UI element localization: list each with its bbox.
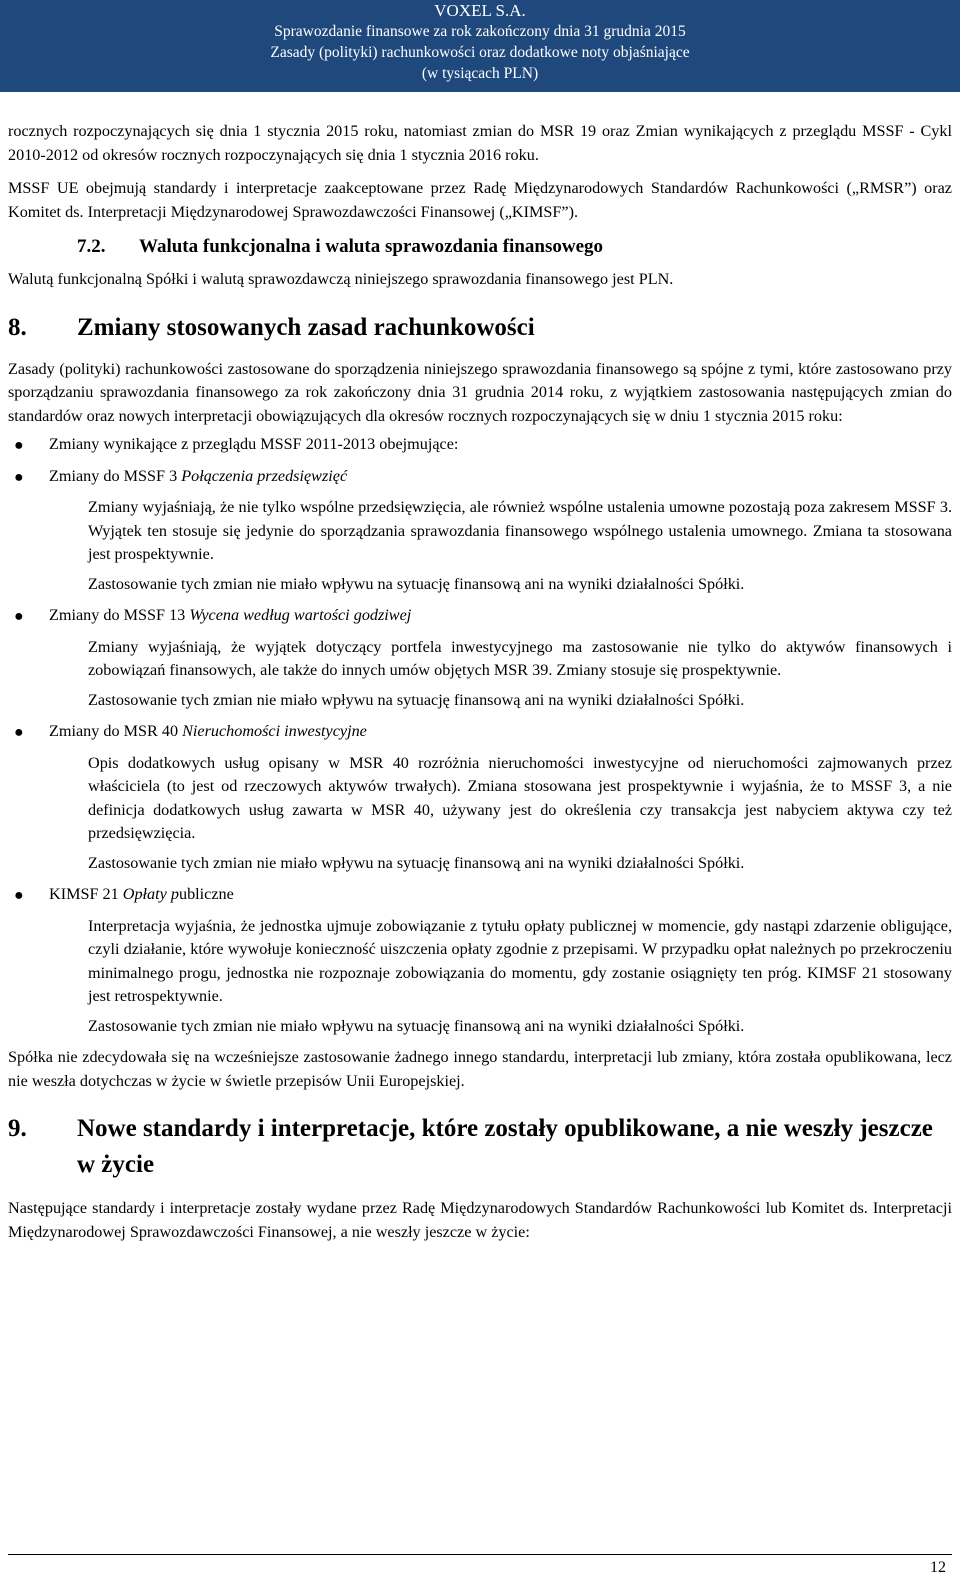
- item-label: Zmiany do MSSF 3: [49, 466, 182, 485]
- report-subtitle: Zasady (polityki) rachunkowości oraz dodatkowe noty objaśniające: [270, 44, 690, 61]
- intro-paragraph-2: MSSF UE obejmują standardy i interpretacje zaakceptowane przez Radę Międzynarodowych Standardów Rachunkowości („RMSR”) oraz Komitet ds. Interpretacji Międzynarodowej Sprawozdawczości Finansowej („KIMSF”).: [8, 179, 952, 221]
- footer-divider: [8, 1554, 952, 1555]
- item-description: Interpretacja wyjaśnia, że jednostka ujmuje zobowiązanie z tytułu opłaty publicznej w momencie, gdy nastąpi zdarzenie obligujące, czyli działanie, które wywołuje konieczność uiszczenia opłaty zgodnie z przepisami. W przypadku opłat należnych po przekroczeniu minimalnego progu, jednostka nie rozpoznaje zobowiązania do momentu, gdy zostanie osiągnięty ten próg. KIMSF 21 stosowany jest retrospektywnie.: [88, 916, 952, 1005]
- bullet-text: Zmiany wynikające z przeglądu MSSF 2011-2013 obejmujące:: [49, 435, 459, 453]
- section-number: 9.: [8, 1115, 27, 1142]
- item-label: Zmiany do MSSF 13: [49, 606, 190, 624]
- bullet-main: [8, 433, 952, 457]
- section-7-2-text: Walutą funkcjonalną Spółki i walutą sprawozdawczą niniejszego sprawozdania finansowego jest PLN.: [8, 270, 674, 288]
- report-title: Sprawozdanie finansowe za rok zakończony dnia 31 grudnia 2015: [274, 23, 686, 40]
- item-description: Zmiany wyjaśniają, że nie tylko wspólne przedsięwzięcia, ale również wspólne ustalenia umowne pozostają poza zakresem MSSF 3. Wyjątek ten stosuje się jedynie do sporządzania sprawozdania finansowego wspólnego ustalenia umownego. Zmiana ta stosowana jest prospektywnie.: [88, 498, 952, 563]
- item-impact: Zastosowanie tych zmian nie miało wpływu na sytuację finansową ani na wyniki działalności Spółki.: [88, 690, 745, 709]
- item-label-rest: ubliczne: [178, 885, 234, 903]
- currency-note: (w tysiącach PLN): [421, 65, 539, 82]
- item-label-italic: Opłaty p: [122, 885, 179, 903]
- section-9-heading: [8, 1111, 952, 1183]
- bullet-sub: [8, 883, 952, 907]
- item-label: KIMSF 21: [49, 885, 123, 903]
- bullet-icon: ●: [14, 437, 24, 454]
- item-label: Zmiany do MSR 40: [49, 722, 183, 740]
- list-item: [8, 604, 952, 712]
- section-7-2-heading: [8, 234, 952, 260]
- item-impact: Zastosowanie tych zmian nie miało wpływu na sytuację finansową ani na wyniki działalności Spółki.: [88, 853, 745, 872]
- list-item: [8, 883, 952, 1038]
- bullet-icon: ●: [14, 724, 24, 741]
- list-item: [8, 720, 952, 875]
- item-description: Opis dodatkowych usług opisany w MSR 40 rozróżnia nieruchomości inwestycyjne od nieruchomości zajmowanych przez właściciela (to jest od rzeczowych aktywów trwałych). Zmiana stosowana jest prospektywnie i wyjaśnia, że to MSSF 3, a nie definicja dodatkowych usług zawarta w MSR 40, używany jest do określenia czy transakcja jest nabyciem aktywa czy też przedsięwzięcia.: [88, 753, 952, 842]
- bullet-sub: [8, 720, 952, 744]
- section-8-intro: Zasady (polityki) rachunkowości zastosowane do sporządzenia niniejszego sprawozdania finansowego są spójne z tymi, które zastosowano przy sporządzaniu sprawozdania finansowego za rok zakończony dnia 31 grudnia 2014 roku, z wyjątkiem zastosowania następujących zmian do standardów oraz nowych interpretacji obowiązujących dla okresów rocznych rozpoczynających się w dniu 1 stycznia 2015 roku:: [8, 359, 952, 425]
- changes-list: [8, 465, 952, 1039]
- intro-paragraph-1: rocznych rozpoczynających się dnia 1 stycznia 2015 roku, natomiast zmian do MSR 19 oraz Zmian wynikających z przeglądu MSSF - Cykl 2010-2012 od okresów rocznych rozpoczynających się dnia 1 stycznia 2016 roku.: [8, 122, 952, 164]
- bullet-icon: ●: [14, 468, 24, 486]
- page-header: [0, 0, 960, 92]
- item-impact: Zastosowanie tych zmian nie miało wpływu na sytuację finansową ani na wyniki działalności Spółki.: [88, 574, 745, 593]
- section-number: 8.: [8, 313, 27, 341]
- company-name: VOXEL S.A.: [434, 1, 526, 20]
- item-description: Zmiany wyjaśniają, że wyjątek dotyczący portfela inwestycyjnego ma zastosowanie nie tylko do aktywów finansowych i zobowiązań finansowych, ale także do innych umów objętych MSR 39. Zmiany stosuje się prospektywnie.: [88, 637, 952, 679]
- page-number: 12: [930, 1559, 946, 1576]
- item-impact: Zastosowanie tych zmian nie miało wpływu na sytuację finansową ani na wyniki działalności Spółki.: [88, 1016, 745, 1035]
- section-title: Zmiany stosowanych zasad rachunkowości: [77, 313, 535, 341]
- bullet-icon: ●: [14, 887, 24, 904]
- bullet-sub: [8, 604, 952, 628]
- section-8-heading: [8, 312, 952, 344]
- list-item: [8, 465, 952, 597]
- bullet-sub: [8, 465, 952, 489]
- item-label-italic: Połączenia przedsięwzięć: [181, 466, 348, 485]
- section-title: Nowe standardy i interpretacje, które zostały opublikowane, a nie weszły jeszcze w życie: [77, 1115, 933, 1178]
- section-title: Waluta funkcjonalna i waluta sprawozdania finansowego: [139, 236, 603, 257]
- section-number: 7.2.: [77, 236, 106, 257]
- item-label-italic: Nieruchomości inwestycyjne: [182, 722, 367, 740]
- bullet-icon: ●: [14, 608, 24, 625]
- document-body: [8, 120, 952, 1244]
- item-label-italic: Wycena według wartości godziwej: [189, 606, 412, 624]
- section-8-closing: Spółka nie zdecydowała się na wcześniejsze zastosowanie żadnego innego standardu, interpretacji lub zmiany, która została opublikowana, lecz nie weszła dotychczas w życie w świetle przepisów Unii Europejskiej.: [8, 1048, 952, 1090]
- section-9-text: Następujące standardy i interpretacje zostały wydane przez Radę Międzynarodowych Standardów Rachunkowości lub Komitet ds. Interpretacji Międzynarodowej Sprawozdawczości Finansowej, a nie weszły jeszcze w życie:: [8, 1199, 952, 1241]
